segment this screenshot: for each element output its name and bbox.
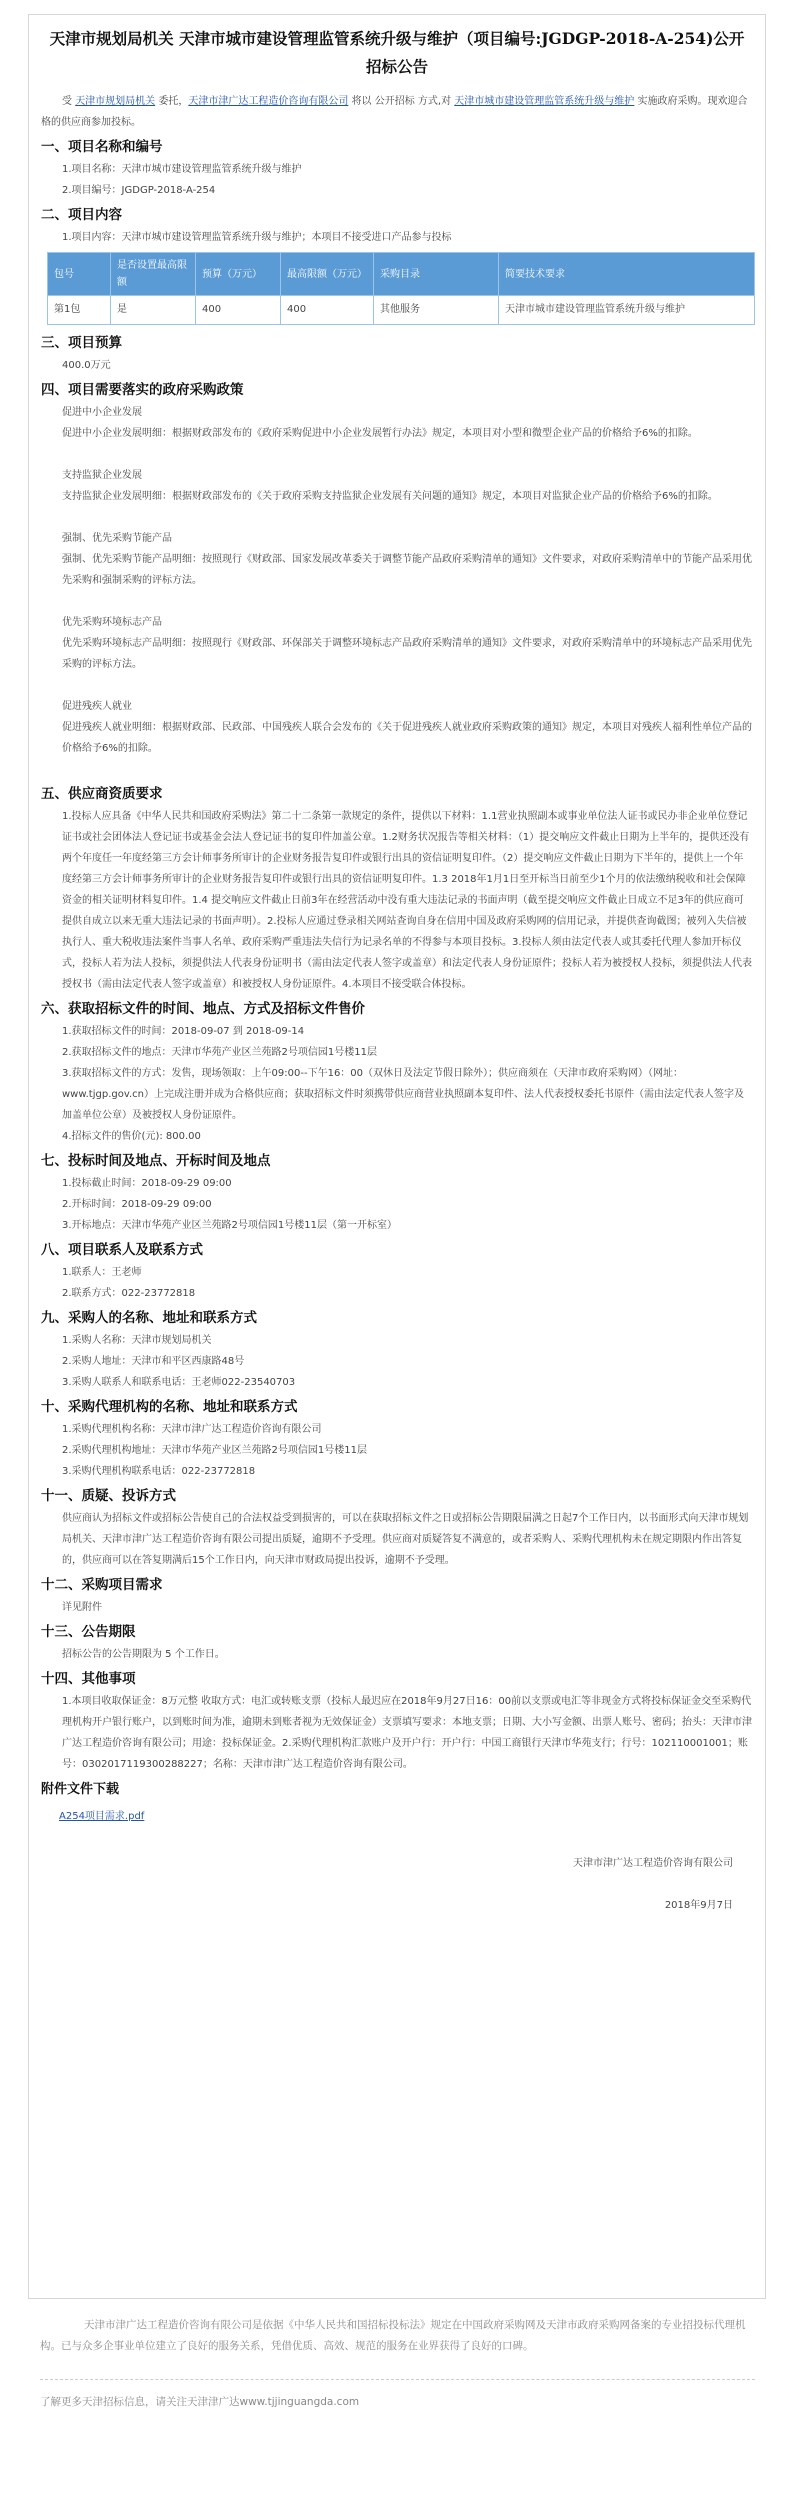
section-5-heading: 五、供应商资质要求 [41,786,163,802]
table-header-row [48,253,755,296]
section-3-heading: 三、项目预算 [41,335,122,351]
table-row [48,296,755,325]
policy-detail: 支持监狱企业发展明细：根据财政部发布的《关于政府采购支持监狱企业发展有关问题的通知》规定，本项目对监狱企业产品的价格给予6%的扣除。 [62,491,718,502]
section-2-heading: 二、项目内容 [41,207,122,223]
table-cell: 其他服务 [374,296,499,325]
policy-detail: 强制、优先采购节能产品明细：按照现行《财政部、国家发展改革委关于调整节能产品政府采购清单的通知》文件要求，对政府采购清单中的节能产品采用优先采购和强制采购的评标方法。 [62,554,752,586]
section-11-heading: 十一、质疑、投诉方式 [41,1488,176,1504]
purchaser-address: 2.采购人地址：天津市和平区西康路48号 [62,1356,245,1367]
policy-title: 支持监狱企业发展 [62,470,142,481]
announcement-article [28,14,766,2299]
contact-person: 1.联系人：王老师 [62,1267,142,1278]
article-content [29,81,765,1917]
agency-link[interactable]: 天津市津广达工程造价咨询有限公司 [188,96,349,107]
policy-title: 优先采购环境标志产品 [62,617,162,628]
section-12-heading: 十二、采购项目需求 [41,1577,163,1593]
footer-divider [40,2379,755,2380]
footer [40,2315,755,2413]
signature-date: 2018年9月7日 [664,1900,733,1911]
policy-detail: 促进残疾人就业明细：根据财政部、民政部、中国残疾人联合会发布的《关于促进残疾人就业政府采购政策的通知》规定，本项目对残疾人福利性单位产品的价格给予6%的扣除。 [62,722,752,754]
intro-text-4: 实施政府采购。现欢迎合格的供应商参加投标。 [41,96,748,128]
project-name: 1.项目名称：天津市城市建设管理监管系统升级与维护 [62,164,302,175]
table-cell: 天津市城市建设管理监管系统升级与维护 [499,296,755,325]
purchaser-link[interactable]: 天津市规划局机关 [75,96,156,107]
policy-detail: 优先采购环境标志产品明细：按照现行《财政部、环保部关于调整环境标志产品政府采购清单的通知》文件要求，对政府采购清单中的环境标志产品采用优先采购的评标方法。 [62,638,752,670]
tender-doc-price: 4.招标文件的售价(元): 800.00 [62,1131,201,1142]
qualification-text: 1.投标人应具备《中华人民共和国政府采购法》第二十二条第一款规定的条件，提供以下材料：1.1营业执照副本或事业单位法人证书或民办非企业单位登记证书或社会团体法人登记证书或基金会法人登记证书的复印件加盖公章。1.2财务状况报告等相关材料：（1）提交响应文件截止日期为上半年的，提供还没有两个年度任一年度经第三方会计师事务所审计的企业财务报告复印件或银行出具的资信证明复印件。（2）提交响应文件截止日期为下半年的，提供上一个年度经第三方会计师事务所审计的企业财务报告复印件或银行出具的资信证明复印件。1.3 2018年1月1日至开标当日前至少1个月的依法缴纳税收和社会保障资金的相关证明材料复印件。1.4 提交响应文件截止日前3年在经营活动中没有重大违法记录的书面声明（截至提交响应文件截止日成立不足3年的供应商可提供自成立以来无重大违法记录的书面声明）。2.投标人应通过登录相关网站查询自身在信用中国及政府采购网的信用记录，并提供查询截图；被列入失信被执行人、重大税收违法案件当事人名单、政府采购严重违法失信行为记录名单的不得参与本项目投标。3.投标人须由法定代表人或其委托代理人参加开标仪式，投标人若为法人投标，须提供法人代表身份证明书（需由法定代表人签字或盖章）和法定代表人身份证原件；投标人若为被授权人投标，须提供法人代表授权书（需由法定代表人签字或盖章）和被授权人身份证原件。4.本项目不接受联合体投标。 [62,811,752,990]
table-header: 是否设置最高限额 [111,253,196,296]
section-14-heading: 十四、其他事项 [41,1671,136,1687]
project-link[interactable]: 天津市城市建设管理监管系统升级与维护 [454,96,635,107]
policy-detail: 促进中小企业发展明细：根据财政部发布的《政府采购促进中小企业发展暂行办法》规定，本项目对小型和微型企业产品的价格给予6%的扣除。 [62,428,698,439]
table-header: 包号 [48,253,111,296]
agency-phone: 3.采购代理机构联系电话：022-23772818 [62,1466,256,1477]
opening-place: 3.开标地点：天津市华苑产业区兰苑路2号项信园1号楼11层（第一开标室） [62,1220,397,1231]
purchaser-name: 1.采购人名称：天津市规划局机关 [62,1335,212,1346]
policy-title: 促进残疾人就业 [62,701,132,712]
table-header: 预算（万元） [196,253,281,296]
intro-text-2: 委托， [158,96,189,107]
section-7-heading: 七、投标时间及地点、开标时间及地点 [41,1153,271,1169]
section-6-heading: 六、获取招标文件的时间、地点、方式及招标文件售价 [41,1001,365,1017]
policy-title: 促进中小企业发展 [62,407,142,418]
table-header: 简要技术要求 [499,253,755,296]
section-13-heading: 十三、公告期限 [41,1624,136,1640]
table-cell: 400 [196,296,281,325]
requirements-value: 详见附件 [62,1602,102,1613]
download-heading: 附件文件下载 [41,1782,120,1797]
table-cell: 是 [111,296,196,325]
project-content-line: 1.项目内容：天津市城市建设管理监管系统升级与维护；本项目不接受进口产品参与投标 [62,232,452,243]
purchaser-contact: 3.采购人联系人和联系电话：王老师022-23540703 [62,1377,296,1388]
budget-value: 400.0万元 [62,360,111,371]
opening-time: 2.开标时间：2018-09-29 09:00 [62,1199,212,1210]
tender-doc-place: 2.获取招标文件的地点：天津市华苑产业区兰苑路2号项信园1号楼11层 [62,1047,377,1058]
intro-text-3: 将以 公开招标 方式,对 [351,96,452,107]
agency-address: 2.采购代理机构地址：天津市华苑产业区兰苑路2号项信园1号楼11层 [62,1445,367,1456]
bid-deadline: 1.投标截止时间：2018-09-29 09:00 [62,1178,232,1189]
agency-name: 1.采购代理机构名称：天津市津广达工程造价咨询有限公司 [62,1424,322,1435]
table-header: 采购目录 [374,253,499,296]
complaint-text: 供应商认为招标文件或招标公告使自己的合法权益受到损害的，可以在获取招标文件之日或招标公告期限届满之日起7个工作日内，以书面形式向天津市规划局机关、天津市津广达工程造价咨询有限公司提出质疑，逾期不予受理。供应商对质疑答复不满意的，或者采购人、采购代理机构未在规定期限内作出答复的，供应商可以在答复期满后15个工作日内，向天津市财政局提出投诉，逾期不予受理。 [62,1513,749,1566]
section-8-heading: 八、项目联系人及联系方式 [41,1242,203,1258]
package-table [47,252,755,325]
table-cell: 400 [281,296,374,325]
tender-doc-time: 1.获取招标文件的时间：2018-09-07 到 2018-09-14 [62,1026,305,1037]
page-title: 天津市规划局机关 天津市城市建设管理监管系统升级与维护（项目编号:JGDGP-2018-A-254)公开招标公告 [49,29,745,76]
signature-company: 天津市津广达工程造价咨询有限公司 [573,1858,733,1869]
table-cell: 第1包 [48,296,111,325]
notice-period: 招标公告的公告期限为 5 个工作日。 [62,1649,225,1660]
table-header: 最高限额（万元） [281,253,374,296]
tender-doc-method: 3.获取招标文件的方式：发售，现场领取：上午09:00--下午16：00（双休日及法定节假日除外）；供应商须在（天津市政府采购网）（网址：www.tjgp.gov.cn）上完成注册并成为合格供应商；获取招标文件时须携带供应商营业执照副本复印件、法人代表授权委托书原件（需由法定代表人签字及加盖单位公章）及被授权人身份证原件。 [62,1068,744,1121]
contact-phone: 2.联系方式：022-23772818 [62,1288,196,1299]
section-1-heading: 一、项目名称和编号 [41,139,163,155]
intro-paragraph [41,91,753,133]
policy-title: 强制、优先采购节能产品 [62,533,172,544]
attachment-link[interactable]: A254项目需求.pdf [59,1811,145,1822]
footer-text: 天津市津广达工程造价咨询有限公司是依据《中华人民共和国招标投标法》规定在中国政府采购网及天津市政府采购网备案的专业招投标代理机构。已与众多企事业单位建立了良好的服务关系，凭借优质、高效、规范的服务在业界获得了良好的口碑。 [40,2319,746,2352]
project-number: 2.项目编号：JGDGP-2018-A-254 [62,185,216,196]
section-9-heading: 九、采购人的名称、地址和联系方式 [41,1310,257,1326]
other-matters-text: 1.本项目收取保证金：8万元整 收取方式：电汇或转账支票（投标人最迟应在2018年9月27日16：00前以支票或电汇等非现金方式将投标保证金交至采购代理机构开户银行账户，以到账时间为准，逾期未到账者视为无效保证金）支票填写要求：本地支票；日期、大小写金额、出票人账号、密码；抬头：天津市津广达工程造价咨询有限公司；用途：投标保证金。2.采购代理机构汇款账户及开户行：开户行：中国工商银行天津市华苑支行；行号：102110001001；账号：0302017119300288227；名称：天津市津广达工程造价咨询有限公司。 [62,1696,752,1770]
intro-text-1: 受 [62,96,72,107]
footer-more[interactable]: 了解更多天津招标信息，请关注天津津广达www.tjjinguangda.com [40,2396,360,2408]
section-10-heading: 十、采购代理机构的名称、地址和联系方式 [41,1399,298,1415]
section-4-heading: 四、项目需要落实的政府采购政策 [41,382,244,398]
